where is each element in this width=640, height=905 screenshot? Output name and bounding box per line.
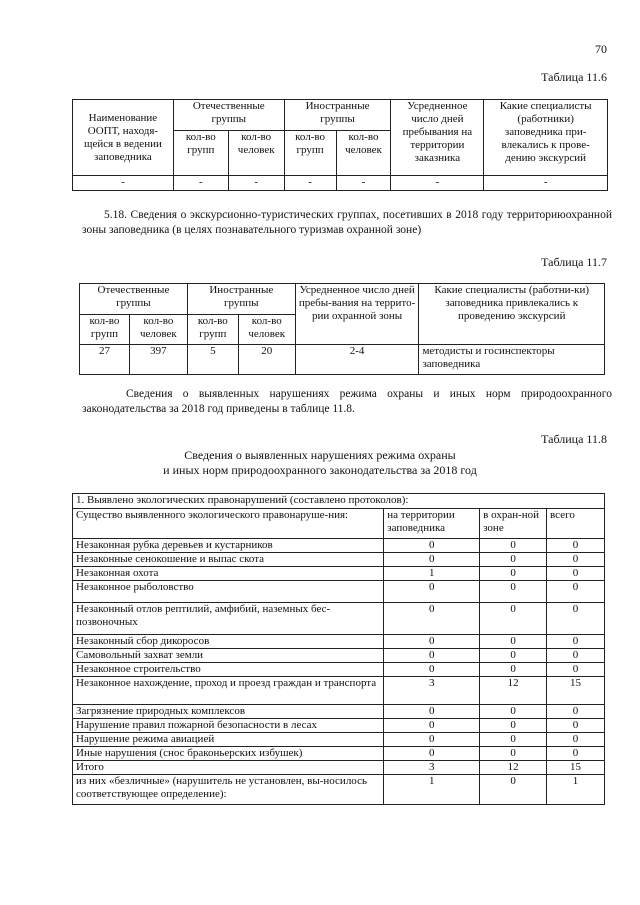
table-cell: 0 <box>384 733 480 747</box>
table-cell: 0 <box>384 539 480 553</box>
table-cell: 1 <box>384 567 480 581</box>
table-cell: 0 <box>384 719 480 733</box>
table-cell: - <box>391 176 484 191</box>
table-cell: 1 <box>547 775 605 805</box>
header-avg-days: Усредненное число дней пребывания на территории заказника <box>391 100 484 176</box>
header-foreign: Иностранные группы <box>187 284 295 315</box>
table-cell: - <box>228 176 284 191</box>
table-cell: 0 <box>480 775 547 805</box>
header-avg-days: Усредненное число дней пребы-вания на террито-рии охранной зоны <box>295 284 419 345</box>
table-cell: 0 <box>384 603 480 635</box>
table-cell: - <box>336 176 391 191</box>
table-cell: 0 <box>384 553 480 567</box>
header-groups: кол-во групп <box>187 315 238 345</box>
table-cell: 0 <box>480 663 547 677</box>
header-specialists: Какие специалисты (работни-ки) заповедника привлекались к проведению экскурсий <box>419 284 605 345</box>
table-cell: 0 <box>480 581 547 603</box>
table-cell: 0 <box>384 635 480 649</box>
header-specialists: Какие специалисты (работники) заповедника при-влекались к прове-дению экскурсий <box>484 100 608 176</box>
row-label: Самовольный захват земли <box>73 649 384 663</box>
page-number: 70 <box>595 42 607 56</box>
table-cell: 0 <box>480 603 547 635</box>
header-groups: кол-во групп <box>284 131 336 176</box>
row-label: Незаконное нахождение, проход и проезд граждан и транспорта <box>73 677 384 705</box>
row-label: Иные нарушения (снос браконьерских избушек) <box>73 747 384 761</box>
row-label: Незаконная рубка деревьев и кустарников <box>73 539 384 553</box>
header-people: кол-во человек <box>129 315 187 345</box>
header-groups: кол-во групп <box>80 315 130 345</box>
row-label: Незаконный сбор дикоросов <box>73 635 384 649</box>
table-cell: методисты и госинспекторы заповедника <box>419 345 605 375</box>
table-11-6-caption: Таблица 11.6 <box>541 70 607 84</box>
table-11-8 <box>72 493 605 805</box>
header-people: кол-во человек <box>228 131 284 176</box>
table-cell: 20 <box>238 345 295 375</box>
header-name: Наименование ООПТ, находя-щейся в ведении заповедника <box>73 100 174 176</box>
table-cell: 0 <box>547 663 605 677</box>
table-cell: 0 <box>384 705 480 719</box>
table-11-8-title: и иных норм природоохранного законодательства за 2018 год <box>163 463 477 477</box>
header-domestic: Отечественные группы <box>80 284 188 315</box>
header-essence: Существо выявленного экологического правонаруше-ния: <box>73 509 384 539</box>
table-11-7 <box>79 283 605 375</box>
table-cell: 0 <box>547 649 605 663</box>
table-cell: 0 <box>480 567 547 581</box>
row-label: Загрязнение природных комплексов <box>73 705 384 719</box>
table-cell: 15 <box>547 761 605 775</box>
table-cell: 0 <box>480 649 547 663</box>
table-11-6 <box>72 99 608 191</box>
paragraph-5-18: 5.18. Сведения о экскурсионно-туристических группах, посетивших в 2018 году территориюохранной зоны заповедника (в целях познавательного туризмав охранной зоне) <box>82 209 612 236</box>
paragraph-violations: Сведения о выявленных нарушениях режима охраны и иных норм природоохранного законодательства за 2018 год приведены в таблице 11.8. <box>82 388 612 415</box>
table-11-8-title: Сведения о выявленных нарушениях режима охраны <box>184 448 456 462</box>
header-people: кол-во человек <box>238 315 295 345</box>
table-cell: 0 <box>480 733 547 747</box>
table-cell: 3 <box>384 761 480 775</box>
table-cell: 12 <box>480 761 547 775</box>
table-cell: - <box>73 176 174 191</box>
table-cell: - <box>284 176 336 191</box>
row-label: Незаконная охота <box>73 567 384 581</box>
table-cell: 0 <box>480 747 547 761</box>
table-cell: 3 <box>384 677 480 705</box>
table-cell: 0 <box>547 581 605 603</box>
table-cell: 0 <box>480 719 547 733</box>
table-cell: 0 <box>480 705 547 719</box>
row-label: из них «безличные» (нарушитель не установлен, вы-носилось соответствующее определение): <box>73 775 384 805</box>
table-cell: - <box>173 176 228 191</box>
table-cell: 0 <box>480 635 547 649</box>
table-cell: 0 <box>384 649 480 663</box>
table-cell: 0 <box>547 733 605 747</box>
header-buffer: в охран-ной зоне <box>480 509 547 539</box>
table-cell: 0 <box>547 603 605 635</box>
table-cell: 5 <box>187 345 238 375</box>
row-label: Нарушение правил пожарной безопасности в лесах <box>73 719 384 733</box>
header-total: всего <box>547 509 605 539</box>
table-cell: 0 <box>480 539 547 553</box>
section-title: 1. Выявлено экологических правонарушений (составлено протоколов): <box>73 494 605 509</box>
header-territory: на территории заповедника <box>384 509 480 539</box>
table-cell: 0 <box>547 747 605 761</box>
row-label: Незаконное строительство <box>73 663 384 677</box>
table-cell: 0 <box>384 663 480 677</box>
table-cell: 0 <box>547 553 605 567</box>
table-cell: 0 <box>547 705 605 719</box>
table-cell: 0 <box>480 553 547 567</box>
table-11-8-caption: Таблица 11.8 <box>541 432 607 446</box>
table-cell: - <box>484 176 608 191</box>
table-cell: 0 <box>384 747 480 761</box>
header-people: кол-во человек <box>336 131 391 176</box>
table-11-7-caption: Таблица 11.7 <box>541 255 607 269</box>
header-groups: кол-во групп <box>173 131 228 176</box>
table-cell: 0 <box>384 581 480 603</box>
row-label: Незаконный отлов рептилий, амфибий, наземных бес-позвоночных <box>73 603 384 635</box>
row-label: Нарушение режима авиацией <box>73 733 384 747</box>
table-cell: 1 <box>384 775 480 805</box>
header-domestic: Отечественные группы <box>173 100 284 131</box>
table-cell: 27 <box>80 345 130 375</box>
table-cell: 12 <box>480 677 547 705</box>
table-cell: 0 <box>547 719 605 733</box>
table-cell: 0 <box>547 539 605 553</box>
table-cell: 15 <box>547 677 605 705</box>
table-cell: 2-4 <box>295 345 419 375</box>
row-label: Итого <box>73 761 384 775</box>
row-label: Незаконные сенокошение и выпас скота <box>73 553 384 567</box>
table-cell: 397 <box>129 345 187 375</box>
row-label: Незаконное рыболовство <box>73 581 384 603</box>
table-cell: 0 <box>547 567 605 581</box>
header-foreign: Иностранные группы <box>284 100 391 131</box>
table-cell: 0 <box>547 635 605 649</box>
